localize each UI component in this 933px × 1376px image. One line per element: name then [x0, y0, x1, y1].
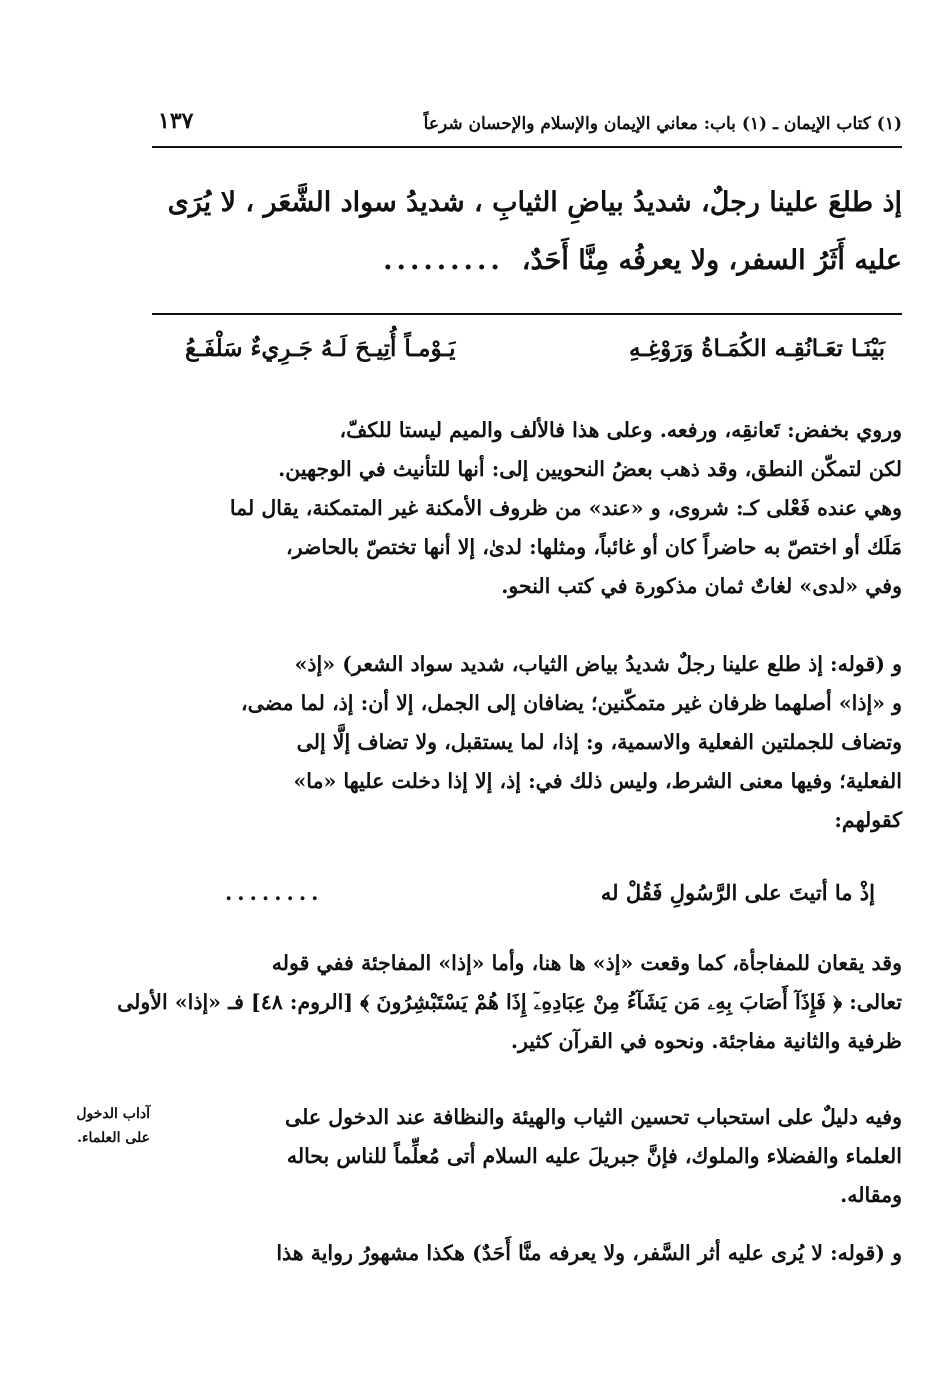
hadith-line-1: إذ طلعَ علينا رجلٌ، شديدُ بياضِ الثيابِ ، شديدُ سواد الشَّعَر ، لا يُرَى — [167, 187, 902, 218]
commentary-paragraph-2 — [152, 645, 902, 840]
running-header — [150, 108, 902, 144]
hadith-text — [150, 174, 902, 290]
margin-note-line-2: على العلماء. — [77, 1130, 150, 1146]
quoted-verse — [225, 880, 875, 905]
hadith-line-2 — [150, 232, 902, 290]
paragraph-line: لكن لتمكّن النطق، وقد ذهب بعضُ النحويين إلى: أنها للتأنيث في الوجهين. — [278, 457, 902, 481]
hadith-line-2-text: عليه أَثَرُ السفر، ولا يعرفُه مِنَّا أَحَدٌ، — [521, 245, 902, 276]
paragraph-line: وقد يقعان للمفاجأة، كما وقعت «إذ» ها هنا، وأما «إذا» المفاجئة ففي قوله — [271, 951, 902, 975]
margin-note — [22, 1102, 150, 1150]
paragraph-line: و (قوله: إذ طلع علينا رجلٌ شديدُ بياض الثياب، شديد سواد الشعر) «إذ» — [294, 652, 902, 676]
header-rule — [152, 146, 902, 148]
paragraph-line: وفيه دليلٌ على استحباب تحسين الثياب والهيئة والنظافة عند الدخول على — [284, 1105, 902, 1129]
quoted-verse-text: إذْ ما أتيتَ على الرَّسُولِ فَقُلْ له — [600, 880, 875, 905]
margin-note-line-1: آداب الدخول — [76, 1106, 150, 1122]
paragraph-line: وتضاف للجملتين الفعلية والاسمية، و: إذا، لما يستقبل، ولا تضاف إلَّا إلى — [296, 730, 902, 754]
paragraph-line: كقولهم: — [834, 808, 902, 832]
poem-hemistich-second: يَـوْمـاً أُتِيـحَ لَـهُ جَـرِيءٌ سَلْفَـعُ — [185, 335, 456, 362]
paragraph-line: وهي عنده فَعْلى كـ: شروى، و «عند» من ظروف الأمكنة غير المتمكنة، يقال لما — [229, 496, 902, 520]
commentary-paragraph-1 — [152, 411, 902, 606]
commentary-paragraph-3 — [117, 944, 902, 1061]
paragraph-line: وروي بخفض: تَعانقِه، ورفعه. وعلى هذا فالألف والميم ليستا للكفّ، — [339, 418, 902, 442]
header-title: (١) كتاب الإيمان ـ (١) باب: معاني الإيمان والإسلام والإحسان شرعاً — [423, 114, 902, 134]
paragraph-line: مَلَك أو اختصّ به حاضراً كان أو غائباً، ومثلها: لدىٰ، إلا أنها تختصّ بالحاضر، — [285, 535, 902, 559]
page-number: ١٣٧ — [158, 108, 194, 134]
poem-hemistich-first: بَيْنَـا تعَـانُقِـه الكُمَـاةُ وَرَوْغِـهِ — [628, 335, 885, 362]
commentary-paragraph-5 — [152, 1234, 902, 1273]
commentary-paragraph-4 — [152, 1098, 902, 1215]
paragraph-line: ومقاله. — [840, 1183, 902, 1207]
paragraph-line: العلماء والفضلاء والملوك، فإنَّ جبريلَ عليه السلام أتى مُعلِّماً للناس بحاله — [286, 1144, 902, 1168]
paragraph-line: تعالى: ﴿ فَإِذَآ أَصَابَ بِهِۦ مَن يَشَآءُ مِنْ عِبَادِهِۦٓ إِذَا هُمْ يَسْتَبْشِرُونَ ﴾ [الروم: ٤٨] فـ «إذا» الأولى — [117, 990, 902, 1014]
paragraph-line: الفعلية؛ وفيها معنى الشرط، وليس ذلك في: إذ، إلا إذا دخلت عليها «ما» — [293, 769, 902, 793]
quoted-verse-ellipsis: ........ — [225, 880, 324, 905]
paragraph-line: و «إذا» أصلهما ظرفان غير متمكّنين؛ يضافان إلى الجمل، إلا أن: إذ، لما مضى، — [240, 691, 902, 715]
paragraph-line: وفي «لدى» لغاتٌ ثمان مذكورة في كتب النحو. — [501, 574, 902, 598]
paragraph-line: و (قوله: لا يُرى عليه أثر السَّفر، ولا يعرفه منَّا أَحَدٌ) هكذا مشهورُ رواية هذا — [276, 1241, 902, 1265]
section-rule — [152, 313, 902, 315]
hadith-ellipsis: ......... — [383, 245, 504, 276]
poem-verse — [185, 335, 885, 375]
paragraph-line: ظرفية والثانية مفاجئة. ونحوه في القرآن كثير. — [510, 1029, 902, 1053]
